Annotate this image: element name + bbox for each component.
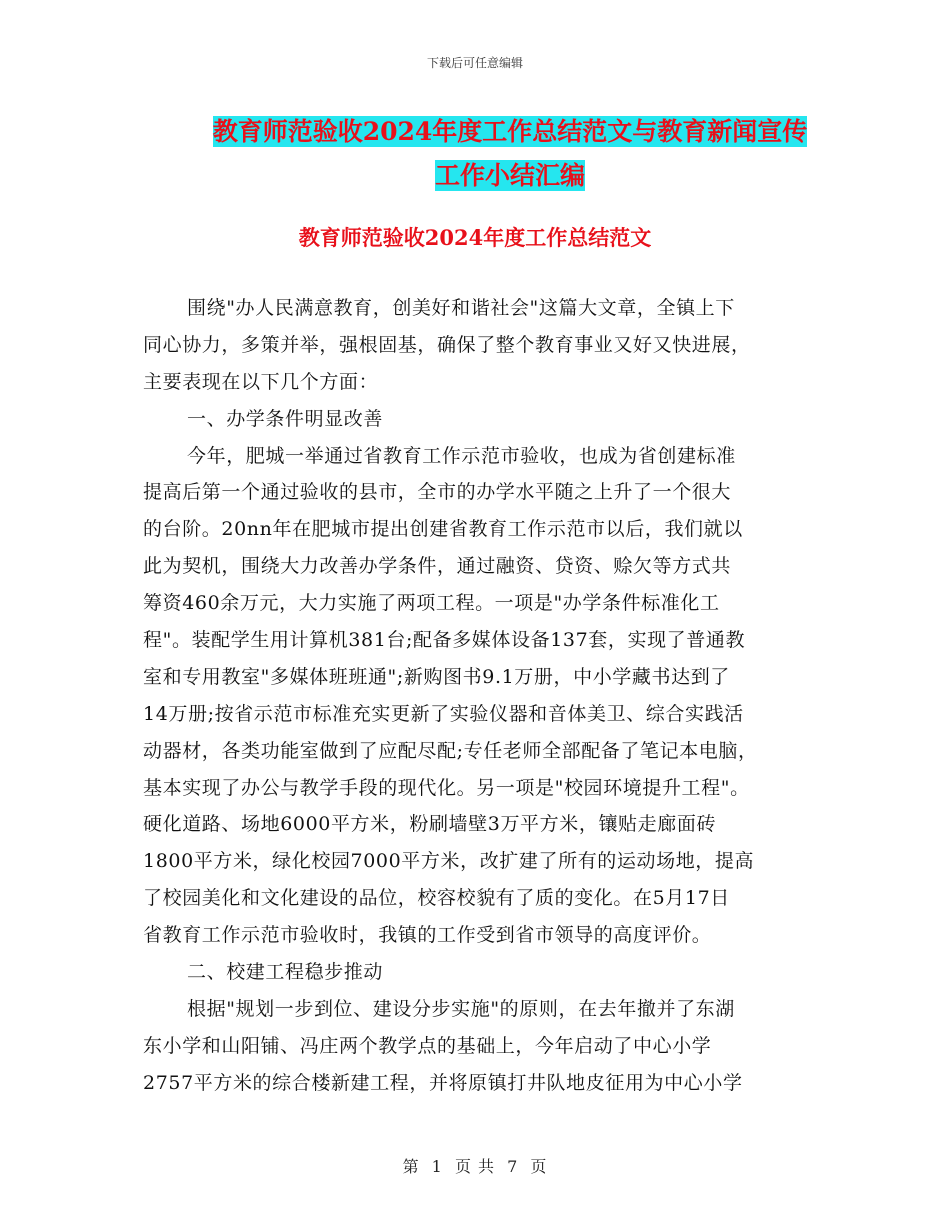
paragraph-line: 今年，肥城一举通过省教育工作示范市验收，也成为省创建标准	[187, 444, 736, 467]
footer-suffix: 页	[530, 1157, 548, 1176]
paragraph-line: 14万册;按省示范市标准充实更新了实验仪器和音体美卫、综合实践活	[143, 702, 744, 725]
paragraph-line: 2757平方米的综合楼新建工程，并将原镇打井队地皮征用为中心小学	[143, 1071, 743, 1094]
document-title	[140, 110, 880, 198]
page-number: 1	[431, 1157, 443, 1176]
footer-mid: 页 共	[454, 1157, 496, 1176]
paragraph-line: 室和专用教室"多媒体班班通";新购图书9.1万册，中小学藏书达到了	[143, 665, 730, 688]
paragraph-line: 动器材，各类功能室做到了应配尽配;专任老师全部配备了笔记本电脑，	[143, 739, 758, 762]
section-title: 教育师范验收2024年度工作总结范文	[298, 225, 652, 250]
header-note: 下载后可任意编辑	[426, 56, 523, 70]
paragraph-line: 的台阶。20nn年在肥城市提出创建省教育工作示范市以后，我们就以	[143, 518, 743, 541]
paragraph-line: 程"。装配学生用计算机381台;配备多媒体设备137套，实现了普通教	[143, 629, 746, 652]
heading-line: 一、办学条件明显改善	[187, 407, 384, 430]
paragraph-line: 主要表现在以下几个方面：	[143, 370, 379, 393]
title-line-2: 工作小结汇编	[434, 161, 585, 190]
paragraph-line: 同心协力，多策并举，强根固基，确保了整个教育事业又好又快进展，	[143, 333, 751, 356]
footer-prefix: 第	[402, 1157, 420, 1176]
paragraph-line: 东小学和山阳铺、冯庄两个教学点的基础上，今年启动了中心小学	[143, 1034, 712, 1057]
paragraph-line: 此为契机，围绕大力改善办学条件，通过融资、贷资、赊欠等方式共	[143, 555, 732, 578]
heading-line: 二、校建工程稳步推动	[187, 961, 384, 984]
title-line-1: 教育师范验收2024年度工作总结范文与教育新闻宣传	[212, 117, 808, 146]
paragraph-line: 筹资460余万元，大力实施了两项工程。一项是"办学条件标准化工	[143, 592, 720, 615]
paragraph-line: 省教育工作示范市验收时，我镇的工作受到省市领导的高度评价。	[143, 924, 712, 947]
page-footer	[0, 1154, 950, 1177]
paragraph-line: 提高后第一个通过验收的县市，全市的办学水平随之上升了一个很大	[143, 481, 732, 504]
paragraph-line: 根据"规划一步到位、建设分步实施"的原则，在去年撤并了东湖	[187, 997, 735, 1020]
paragraph-line: 了校园美化和文化建设的品位，校容校貌有了质的变化。在5月17日	[143, 887, 730, 910]
page-total: 7	[507, 1157, 519, 1176]
body-text	[143, 290, 803, 1102]
paragraph-line: 基本实现了办公与教学手段的现代化。另一项是"校园环境提升工程"。	[143, 776, 750, 799]
paragraph-line: 1800平方米，绿化校园7000平方米，改扩建了所有的运动场地，提高	[143, 850, 755, 873]
paragraph-line: 围绕"办人民满意教育，创美好和谐社会"这篇大文章，全镇上下	[187, 297, 735, 319]
paragraph-line: 硬化道路、场地6000平方米，粉刷墙壁3万平方米，镶贴走廊面砖	[143, 813, 717, 836]
